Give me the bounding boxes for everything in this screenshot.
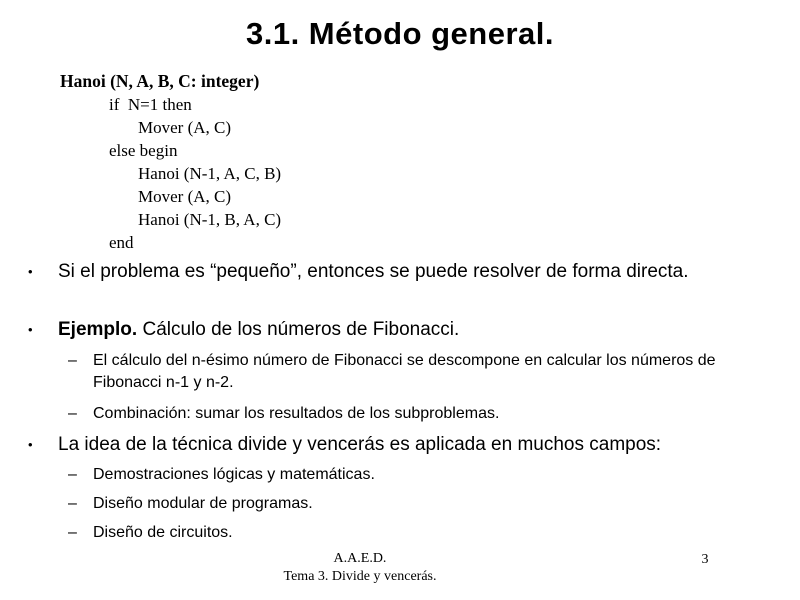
dash-icon: – xyxy=(68,405,77,422)
hanoi-pseudocode xyxy=(60,70,281,254)
slide-footer xyxy=(230,550,490,586)
bullet-icon: • xyxy=(28,264,33,279)
sub-bullet-text: Combinación: sumar los resultados de los subproblemas. xyxy=(93,405,500,422)
code-line: Mover (A, C) xyxy=(138,118,232,137)
dash-icon: – xyxy=(68,352,77,369)
bullet-icon: • xyxy=(28,437,33,452)
footer-topic: Tema 3. Divide y vencerás. xyxy=(283,569,437,584)
code-line: Hanoi (N-1, B, A, C) xyxy=(138,210,282,229)
code-header: Hanoi (N, A, B, C: integer) xyxy=(60,71,260,91)
code-line: Mover (A, C) xyxy=(138,187,232,206)
sub-bullet-text: Diseño modular de programas. xyxy=(93,495,313,512)
sub-bullet-text: El cálculo del n-ésimo número de Fibonacci se descompone en calcular los números de Fibonacci n-1 y n-2. xyxy=(93,352,716,391)
sub-bullet-text: Demostraciones lógicas y matemáticas. xyxy=(93,466,375,483)
dash-icon: – xyxy=(68,466,77,483)
bullet-text xyxy=(58,317,763,343)
bullet-text: La idea de la técnica divide y vencerás es aplicada en muchos campos: xyxy=(58,434,662,455)
code-line: else begin xyxy=(109,141,178,160)
code-line: end xyxy=(109,233,134,252)
bullet-icon: • xyxy=(28,322,33,337)
bullet-text: Si el problema es “pequeño”, entonces se puede resolver de forma directa. xyxy=(58,261,689,282)
code-line: Hanoi (N-1, A, C, B) xyxy=(138,164,282,183)
bullet-bold-label: Ejemplo. xyxy=(58,319,138,340)
footer-course: A.A.E.D. xyxy=(333,551,387,566)
slide-title: 3.1. Método general. xyxy=(245,16,554,51)
page-number: 3 xyxy=(701,552,709,567)
dash-icon: – xyxy=(68,524,77,541)
code-line: if N=1 then xyxy=(109,95,192,114)
bullet-text-rest: Cálculo de los números de Fibonacci. xyxy=(137,319,460,340)
dash-icon: – xyxy=(68,495,77,512)
sub-bullet-text: Diseño de circuitos. xyxy=(93,524,233,541)
